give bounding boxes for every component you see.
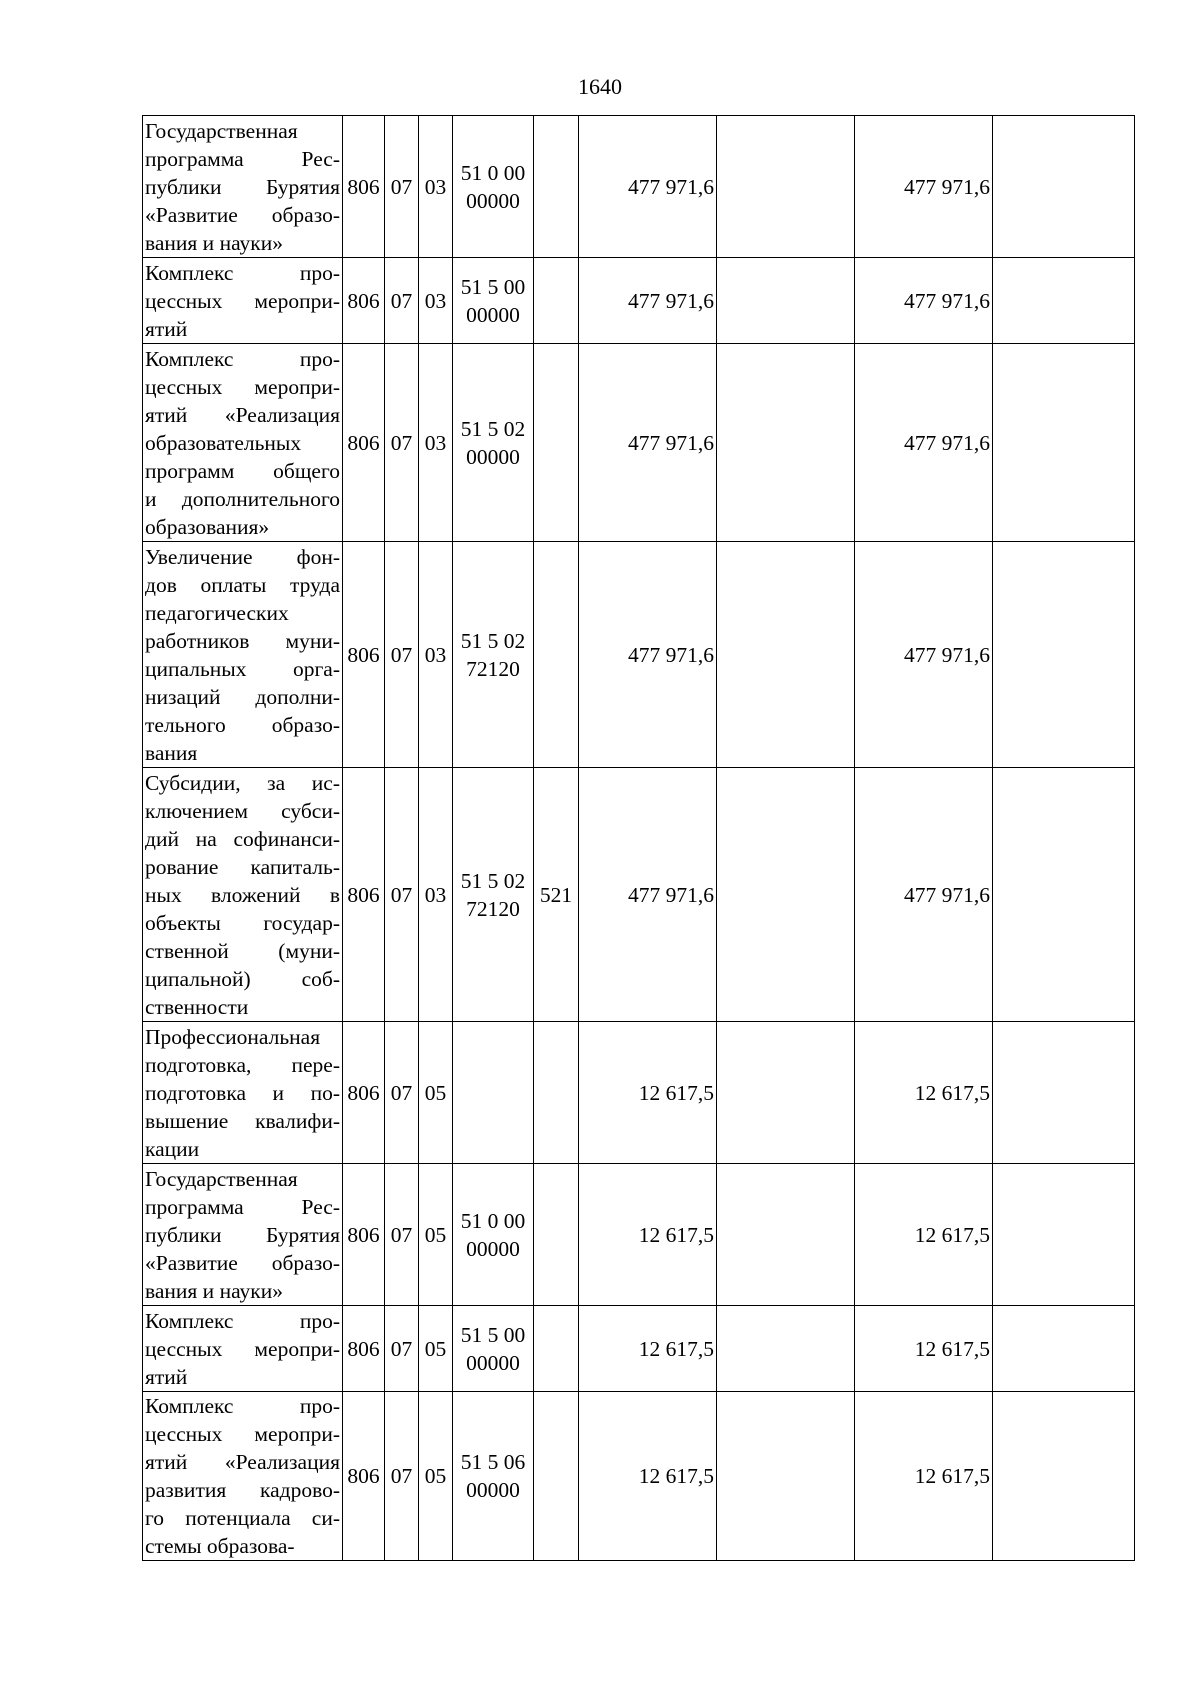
row-name-line: ных вложений в	[145, 882, 340, 907]
row-name-line: Субсидии, за ис-	[145, 770, 340, 795]
row-name-line: вания и науки»	[145, 230, 283, 255]
expense-type-cell	[534, 344, 579, 542]
amount-cell-3: 477 971,6	[855, 768, 993, 1022]
subsection-code-cell: 05	[419, 1392, 453, 1561]
ved-code-cell: 806	[343, 542, 385, 768]
expense-type-cell: 521	[534, 768, 579, 1022]
amount-cell-4	[993, 116, 1135, 258]
amount-cell-3: 12 617,5	[855, 1392, 993, 1561]
table-row	[143, 1022, 1135, 1164]
amount-cell-4	[993, 1164, 1135, 1306]
target-article-line: 00000	[466, 1350, 520, 1375]
row-name-line: вания и науки»	[145, 1278, 283, 1303]
ved-code-cell: 806	[343, 116, 385, 258]
row-name-line: дий на софинанси-	[145, 826, 340, 851]
row-name-line: цессных меропри-	[145, 374, 340, 399]
target-article-line: 51 5 02	[460, 628, 526, 653]
target-article-cell	[453, 344, 534, 542]
amount-cell-1: 12 617,5	[579, 1392, 717, 1561]
row-name-cell	[143, 344, 343, 542]
amount-cell-2	[717, 1022, 855, 1164]
target-article-cell	[453, 1392, 534, 1561]
row-name-line: публики Бурятия	[145, 174, 340, 199]
row-name-cell	[143, 116, 343, 258]
row-name-cell	[143, 1306, 343, 1392]
row-name-line: программа Рес-	[145, 1194, 340, 1219]
target-article-line: 51 0 00	[460, 160, 526, 185]
row-name-line: педагогических	[145, 600, 289, 625]
row-name-line: цессных меропри-	[145, 288, 340, 313]
target-article-line: 51 5 02	[460, 416, 526, 441]
target-article-line: 51 5 00	[460, 1322, 526, 1347]
table-row	[143, 1392, 1135, 1561]
amount-cell-2	[717, 542, 855, 768]
row-name-line: программ общего	[145, 458, 340, 483]
amount-cell-4	[993, 1022, 1135, 1164]
ved-code-cell: 806	[343, 1392, 385, 1561]
row-name-line: тельного образо-	[145, 712, 340, 737]
table-row	[143, 768, 1135, 1022]
table-row	[143, 1306, 1135, 1392]
row-name-line: подготовка, пере-	[145, 1052, 340, 1077]
row-name-line: кации	[145, 1136, 200, 1161]
amount-cell-4	[993, 1306, 1135, 1392]
target-article-cell	[453, 116, 534, 258]
amount-cell-4	[993, 768, 1135, 1022]
target-article-line: 72120	[466, 656, 520, 681]
row-name-line: образовательных	[145, 430, 302, 455]
ved-code-cell: 806	[343, 1022, 385, 1164]
section-code-cell: 07	[385, 1164, 419, 1306]
target-article-cell	[453, 768, 534, 1022]
row-name-cell	[143, 258, 343, 344]
amount-cell-3: 12 617,5	[855, 1306, 993, 1392]
row-name-line: ципальных орга-	[145, 656, 340, 681]
ved-code-cell: 806	[343, 768, 385, 1022]
subsection-code-cell: 03	[419, 258, 453, 344]
section-code-cell: 07	[385, 344, 419, 542]
table-body	[143, 116, 1135, 1561]
section-code-cell: 07	[385, 258, 419, 344]
row-name-line: дов оплаты труда	[145, 572, 340, 597]
row-name-line: ятий «Реализация	[145, 402, 340, 427]
subsection-code-cell: 05	[419, 1022, 453, 1164]
expense-type-cell	[534, 116, 579, 258]
row-name-line: цессных меропри-	[145, 1336, 340, 1361]
table-row	[143, 116, 1135, 258]
amount-cell-4	[993, 344, 1135, 542]
section-code-cell: 07	[385, 1022, 419, 1164]
target-article-cell	[453, 1306, 534, 1392]
row-name-line: публики Бурятия	[145, 1222, 340, 1247]
expense-type-cell	[534, 1306, 579, 1392]
row-name-line: ключением субси-	[145, 798, 340, 823]
target-article-line: 00000	[466, 302, 520, 327]
row-name-line: вышение квалифи-	[145, 1108, 340, 1133]
section-code-cell: 07	[385, 1392, 419, 1561]
amount-cell-2	[717, 116, 855, 258]
target-article-line: 00000	[466, 1236, 520, 1261]
table-row	[143, 258, 1135, 344]
ved-code-cell: 806	[343, 1164, 385, 1306]
row-name-line: ятий	[145, 1364, 188, 1389]
amount-cell-4	[993, 258, 1135, 344]
target-article-line: 00000	[466, 1478, 520, 1502]
target-article-line: 51 0 00	[460, 1208, 526, 1233]
target-article-line: 00000	[466, 444, 520, 469]
target-article-line: 51 5 02	[460, 868, 526, 893]
row-name-cell	[143, 1392, 343, 1561]
row-name-line: ципальной) соб-	[145, 966, 340, 991]
table-row	[143, 542, 1135, 768]
target-article-line: 72120	[466, 896, 520, 921]
amount-cell-3: 477 971,6	[855, 258, 993, 344]
amount-cell-1: 12 617,5	[579, 1022, 717, 1164]
row-name-line: вания	[145, 740, 198, 765]
amount-cell-2	[717, 1164, 855, 1306]
row-name-line: «Развитие образо-	[145, 202, 340, 227]
amount-cell-2	[717, 1306, 855, 1392]
row-name-line: Комплекс про-	[145, 1394, 340, 1418]
expense-type-cell	[534, 1022, 579, 1164]
ved-code-cell: 806	[343, 258, 385, 344]
row-name-cell	[143, 1022, 343, 1164]
row-name-line: объекты государ-	[145, 910, 340, 935]
row-name-line: Комплекс про-	[145, 260, 340, 285]
row-name-line: цессных меропри-	[145, 1422, 340, 1446]
row-name-line: стемы образова-	[145, 1534, 295, 1558]
amount-cell-1: 12 617,5	[579, 1164, 717, 1306]
table-row	[143, 1164, 1135, 1306]
row-name-line: го потенциала си-	[145, 1506, 340, 1530]
target-article-line: 00000	[466, 188, 520, 213]
row-name-cell	[143, 768, 343, 1022]
row-name-line: низаций дополни-	[145, 684, 340, 709]
expense-type-cell	[534, 542, 579, 768]
amount-cell-1: 477 971,6	[579, 768, 717, 1022]
subsection-code-cell: 03	[419, 542, 453, 768]
row-name-line: ственности	[145, 994, 249, 1019]
amount-cell-1: 477 971,6	[579, 542, 717, 768]
amount-cell-3: 477 971,6	[855, 116, 993, 258]
ved-code-cell: 806	[343, 344, 385, 542]
section-code-cell: 07	[385, 116, 419, 258]
amount-cell-1: 477 971,6	[579, 258, 717, 344]
row-name-line: рование капиталь-	[145, 854, 340, 879]
amount-cell-1: 477 971,6	[579, 116, 717, 258]
subsection-code-cell: 05	[419, 1164, 453, 1306]
section-code-cell: 07	[385, 542, 419, 768]
section-code-cell: 07	[385, 1306, 419, 1392]
row-name-line: и дополнительного	[145, 486, 340, 511]
ved-code-cell: 806	[343, 1306, 385, 1392]
amount-cell-1: 477 971,6	[579, 344, 717, 542]
row-name-line: Профессиональная	[145, 1024, 321, 1049]
subsection-code-cell: 03	[419, 768, 453, 1022]
subsection-code-cell: 05	[419, 1306, 453, 1392]
subsection-code-cell: 03	[419, 344, 453, 542]
row-name-line: ственной (муни-	[145, 938, 340, 963]
section-code-cell: 07	[385, 768, 419, 1022]
subsection-code-cell: 03	[419, 116, 453, 258]
row-name-cell	[143, 542, 343, 768]
row-name-line: ятий «Реализация	[145, 1450, 340, 1474]
amount-cell-4	[993, 542, 1135, 768]
row-name-line: программа Рес-	[145, 146, 340, 171]
row-name-line: подготовка и по-	[145, 1080, 340, 1105]
amount-cell-2	[717, 1392, 855, 1561]
row-name-line: ятий	[145, 316, 188, 341]
amount-cell-3: 477 971,6	[855, 542, 993, 768]
target-article-cell	[453, 542, 534, 768]
row-name-line: образования»	[145, 514, 270, 539]
table-row	[143, 344, 1135, 542]
amount-cell-3: 12 617,5	[855, 1022, 993, 1164]
amount-cell-2	[717, 768, 855, 1022]
target-article-cell	[453, 1164, 534, 1306]
amount-cell-2	[717, 344, 855, 542]
row-name-line: Государственная	[145, 1166, 298, 1191]
row-name-line: Увеличение фон-	[145, 544, 340, 569]
row-name-line: работников муни-	[145, 628, 340, 653]
target-article-line: 51 5 00	[460, 274, 526, 299]
target-article-cell	[453, 1022, 534, 1164]
amount-cell-3: 12 617,5	[855, 1164, 993, 1306]
row-name-line: «Развитие образо-	[145, 1250, 340, 1275]
expense-type-cell	[534, 1164, 579, 1306]
row-name-line: Государственная	[145, 118, 298, 143]
row-name-line: Комплекс про-	[145, 346, 340, 371]
budget-table	[142, 115, 1135, 1561]
row-name-line: развития кадрово-	[145, 1478, 340, 1502]
expense-type-cell	[534, 1392, 579, 1561]
amount-cell-3: 477 971,6	[855, 344, 993, 542]
row-name-line: Комплекс про-	[145, 1308, 340, 1333]
amount-cell-4	[993, 1392, 1135, 1561]
row-name-cell	[143, 1164, 343, 1306]
amount-cell-1: 12 617,5	[579, 1306, 717, 1392]
page-number: 1640	[578, 74, 622, 99]
amount-cell-2	[717, 258, 855, 344]
expense-type-cell	[534, 258, 579, 344]
target-article-cell	[453, 258, 534, 344]
target-article-line: 51 5 06	[460, 1450, 526, 1474]
